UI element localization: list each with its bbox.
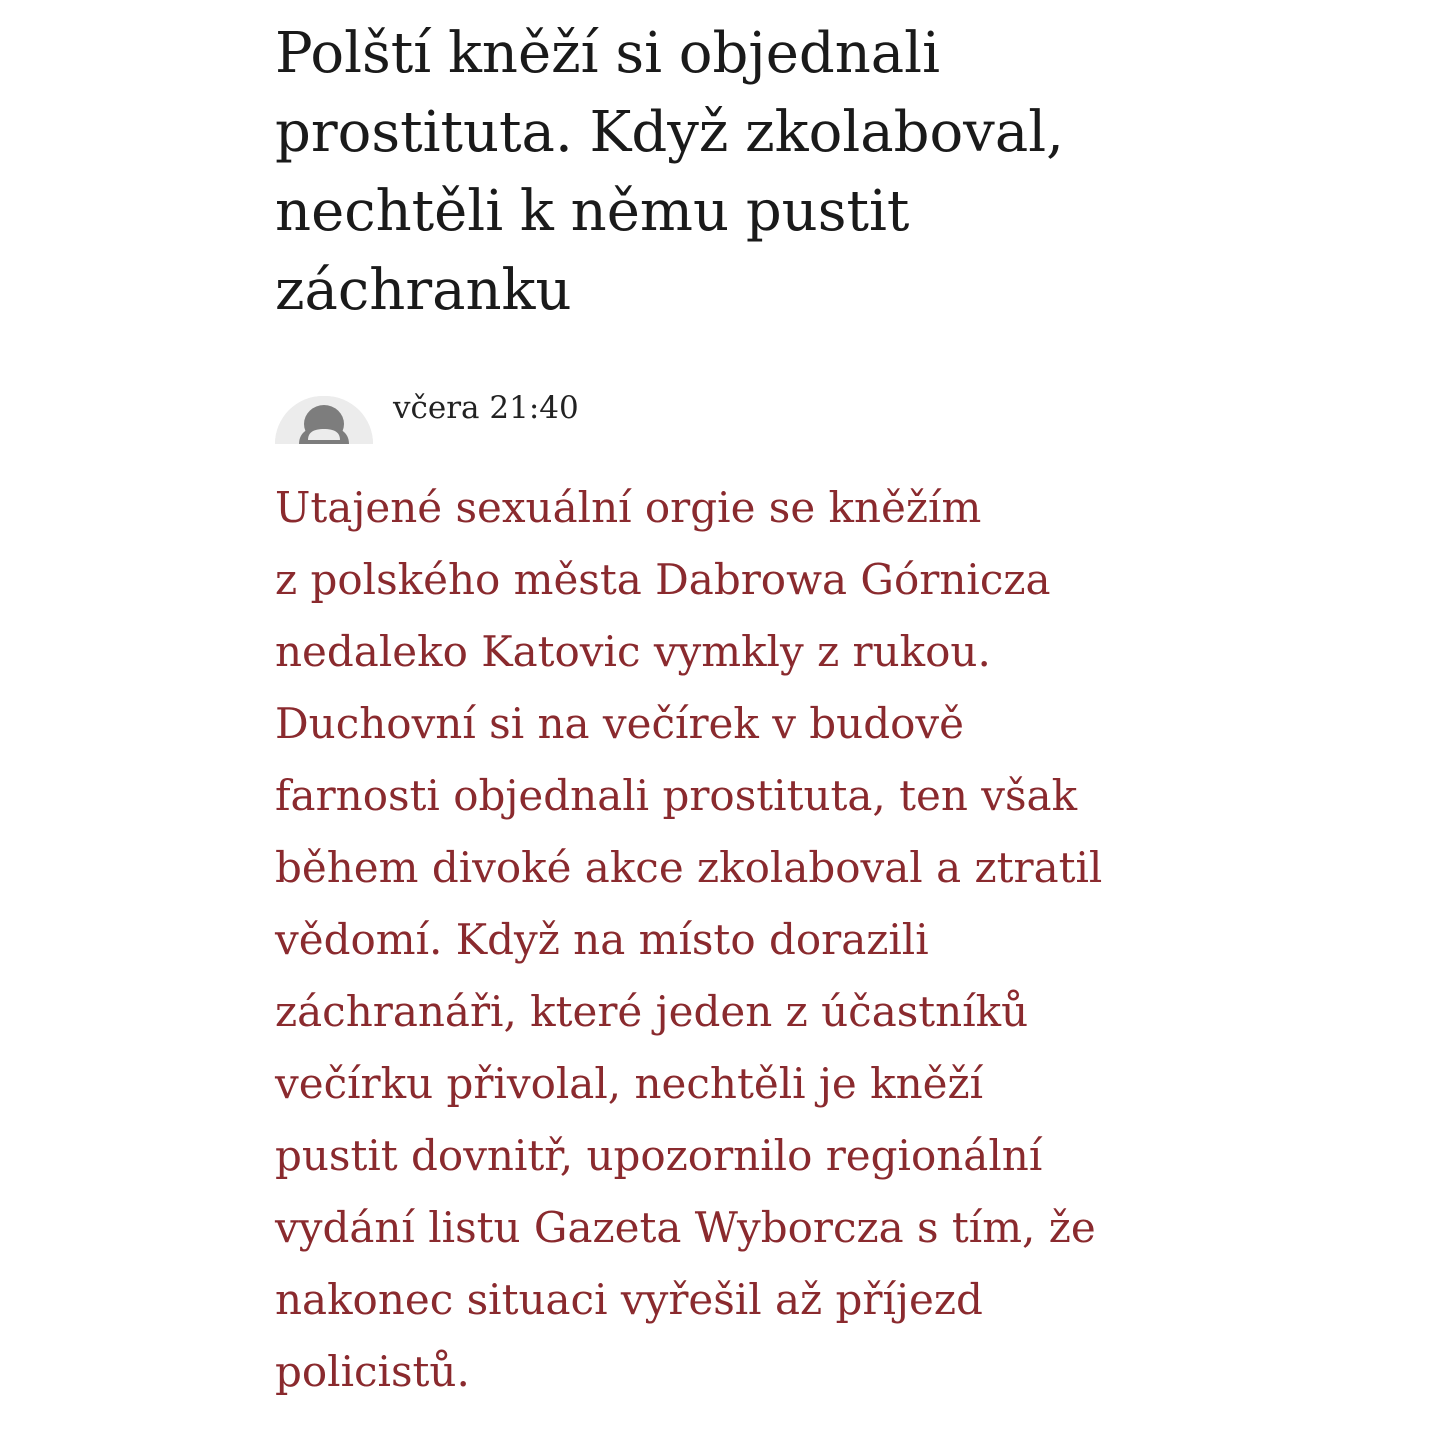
lead-line: policistů. [275,1347,470,1396]
lead-line: nedaleko Katovic vymkly z rukou. [275,627,991,676]
headline-line: Polští kněží si objednali [275,21,940,86]
lead-line: záchranáři, které jeden z účastníků [275,987,1029,1036]
headline-line: záchranku [275,258,572,323]
lead-line: večírku přivolal, nechtěli je kněží [275,1059,984,1108]
article-lead [275,472,1175,1408]
article [275,0,1175,1396]
lead-line: vydání listu Gazeta Wyborcza s tím, že [275,1203,1096,1252]
lead-line: farnosti objednali prostituta, ten však [275,771,1078,820]
lead-line: vědomí. Když na místo dorazili [275,915,929,964]
author-avatar[interactable] [275,396,373,444]
lead-line: pustit dovnitř, upozornilo regionální [275,1131,1043,1180]
headline-line: nechtěli k němu pustit [275,179,910,244]
article-headline[interactable] [275,0,1175,330]
headline-line: prostituta. Když zkolaboval, [275,100,1064,165]
lead-line: během divoké akce zkolaboval a ztratil [275,843,1103,892]
article-meta [275,388,875,448]
lead-line: z polského města Dabrowa Górnicza [275,555,1051,604]
lead-line: nakonec situaci vyřešil až příjezd [275,1275,983,1324]
user-silhouette-icon [275,396,373,444]
lead-line: Utajené sexuální orgie se kněžím [275,483,982,532]
lead-line: Duchovní si na večírek v budově [275,699,964,748]
publish-timestamp: včera 21:40 [393,390,579,426]
